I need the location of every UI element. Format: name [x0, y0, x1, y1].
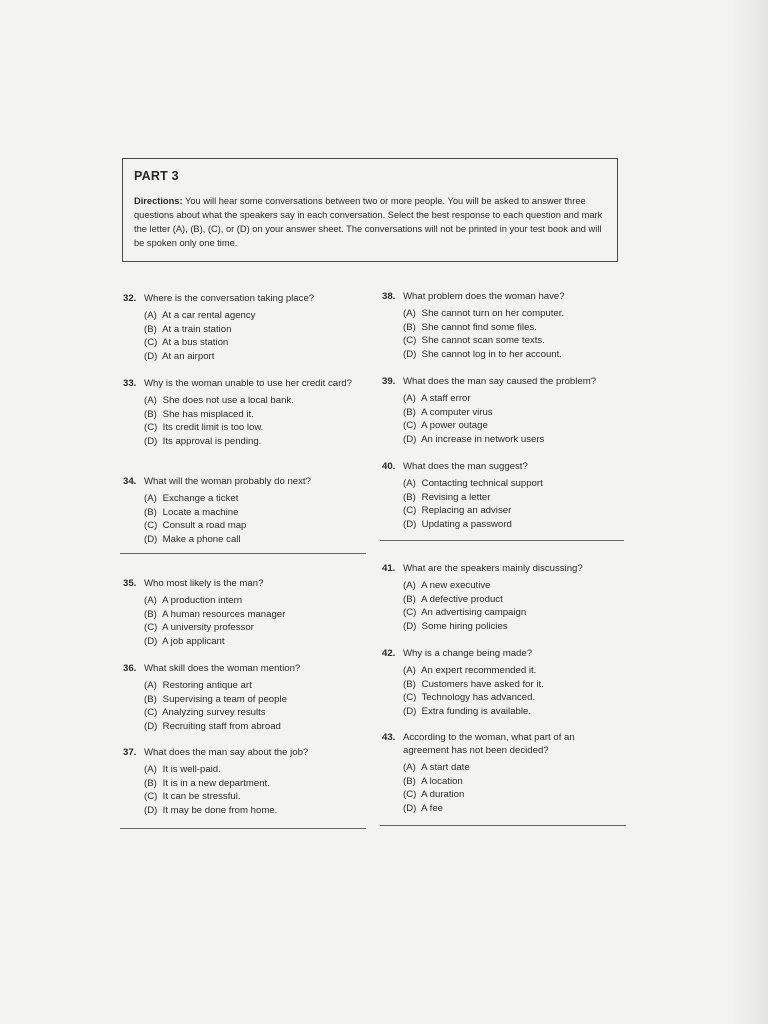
question-35: [123, 577, 353, 648]
option-d: (D) It may be done from home.: [144, 804, 278, 816]
option-b: (B) A location: [403, 775, 463, 787]
question-33: [123, 377, 353, 448]
option-c: (C) An advertising campaign: [403, 607, 527, 619]
question-text: What will the woman probably do next?: [144, 476, 311, 487]
option-b: (B) A human resources manager: [144, 608, 286, 620]
option-c: (C) Replacing an adviser: [403, 505, 512, 517]
option-b: (B) Locate a machine: [144, 506, 239, 518]
option-d: (D) A job applicant: [144, 635, 225, 647]
question-37: [123, 746, 353, 817]
option-a: (A) She cannot turn on her computer.: [403, 308, 565, 319]
option-c: (C) She cannot scan some texts.: [403, 335, 545, 347]
option-d: (D) Its approval is pending.: [144, 435, 262, 447]
question-40: [382, 460, 622, 531]
option-a: (A) She does not use a local bank.: [144, 395, 294, 406]
option-c: (C) A duration: [403, 789, 465, 801]
directions-text: You will hear some conversations between two or more people. You will be asked to answer three questions about what the speakers say in each conversation. Select the best response to each question and mark the letter (A), (B), (C), or (D) on your answer sheet. The conversations will not be printed in your test book and will be spoken only one time.: [134, 196, 603, 248]
question-text: What does the man suggest?: [403, 461, 528, 472]
option-b: (B) A defective product: [403, 593, 503, 605]
question-text: Who most likely is the man?: [144, 578, 264, 589]
option-a: (A) Exchange a ticket: [144, 493, 239, 504]
option-b: (B) A computer virus: [403, 406, 493, 418]
question-number: 43.: [382, 732, 396, 743]
option-a: (A) A new executive: [403, 580, 491, 591]
section-divider: [120, 553, 366, 554]
question-number: 42.: [382, 648, 396, 659]
question-number: 35.: [123, 578, 137, 589]
question-text: What does the man say about the job?: [144, 747, 309, 758]
option-d: (D) Recruiting staff from abroad: [144, 720, 281, 732]
option-c: (C) It can be stressful.: [144, 791, 241, 803]
question-42: [382, 647, 622, 718]
option-d: (D) Extra funding is available.: [403, 705, 531, 717]
question-text: Where is the conversation taking place?: [144, 293, 315, 304]
question-number: 34.: [123, 476, 137, 487]
option-b: (B) She cannot find some files.: [403, 321, 537, 333]
option-c: (C) A university professor: [144, 622, 254, 634]
option-a: (A) It is well-paid.: [144, 764, 221, 775]
question-text: What skill does the woman mention?: [144, 663, 301, 674]
option-d: (D) Some hiring policies: [403, 620, 508, 632]
question-text: What are the speakers mainly discussing?: [403, 563, 583, 574]
option-a: (A) A production intern: [144, 595, 243, 606]
question-38: [382, 290, 622, 361]
option-c: (C) A power outage: [403, 420, 488, 432]
section-divider: [380, 825, 626, 826]
option-d: (D) A fee: [403, 802, 444, 814]
question-number: 39.: [382, 376, 396, 387]
question-number: 41.: [382, 563, 396, 574]
option-d: (D) Make a phone call: [144, 533, 241, 545]
option-a: (A) Restoring antique art: [144, 680, 252, 691]
question-text: Why is a change being made?: [403, 648, 533, 659]
question-text: What problem does the woman have?: [403, 291, 565, 302]
option-c: (C) Analyzing survey results: [144, 707, 266, 719]
option-b: (B) Revising a letter: [403, 491, 491, 503]
option-c: (C) Consult a road map: [144, 520, 247, 532]
question-32: [123, 292, 353, 363]
option-b: (B) At a train station: [144, 323, 232, 335]
question-text: What does the man say caused the problem?: [403, 376, 597, 387]
option-a: (A) At a car rental agency: [144, 310, 256, 321]
question-number: 40.: [382, 461, 396, 472]
question-34: [123, 475, 353, 546]
option-b: (B) She has misplaced it.: [144, 408, 254, 420]
section-divider: [120, 828, 366, 829]
question-36: [123, 662, 353, 733]
option-d: (D) At an airport: [144, 350, 215, 362]
question-number: 33.: [123, 378, 137, 389]
directions-paragraph: [134, 194, 607, 250]
option-a: (A) A staff error: [403, 393, 471, 404]
question-39: [382, 375, 622, 446]
option-c: (C) Its credit limit is too low.: [144, 422, 264, 434]
question-43: [382, 731, 622, 815]
directions-box: [122, 158, 618, 262]
question-number: 38.: [382, 291, 396, 302]
question-number: 32.: [123, 293, 137, 304]
question-text: Why is the woman unable to use her credit card?: [144, 378, 352, 389]
option-b: (B) Supervising a team of people: [144, 693, 287, 705]
option-d: (D) An increase in network users: [403, 433, 545, 445]
directions-label: Directions:: [134, 196, 183, 206]
option-c: (C) Technology has advanced.: [403, 692, 536, 704]
question-text: According to the woman, what part of an agreement has not been decided?: [403, 732, 575, 756]
question-number: 36.: [123, 663, 137, 674]
section-divider: [380, 540, 624, 541]
part-title: PART 3: [134, 169, 179, 183]
option-b: (B) Customers have asked for it.: [403, 678, 544, 690]
option-d: (D) She cannot log in to her account.: [403, 348, 562, 360]
question-number: 37.: [123, 747, 137, 758]
option-a: (A) Contacting technical support: [403, 478, 543, 489]
question-41: [382, 562, 622, 633]
option-a: (A) An expert recommended it.: [403, 665, 537, 676]
option-a: (A) A start date: [403, 762, 470, 773]
option-c: (C) At a bus station: [144, 337, 229, 349]
option-b: (B) It is in a new department.: [144, 777, 270, 789]
page-edge-shadow: [732, 0, 768, 1024]
option-d: (D) Updating a password: [403, 518, 512, 530]
